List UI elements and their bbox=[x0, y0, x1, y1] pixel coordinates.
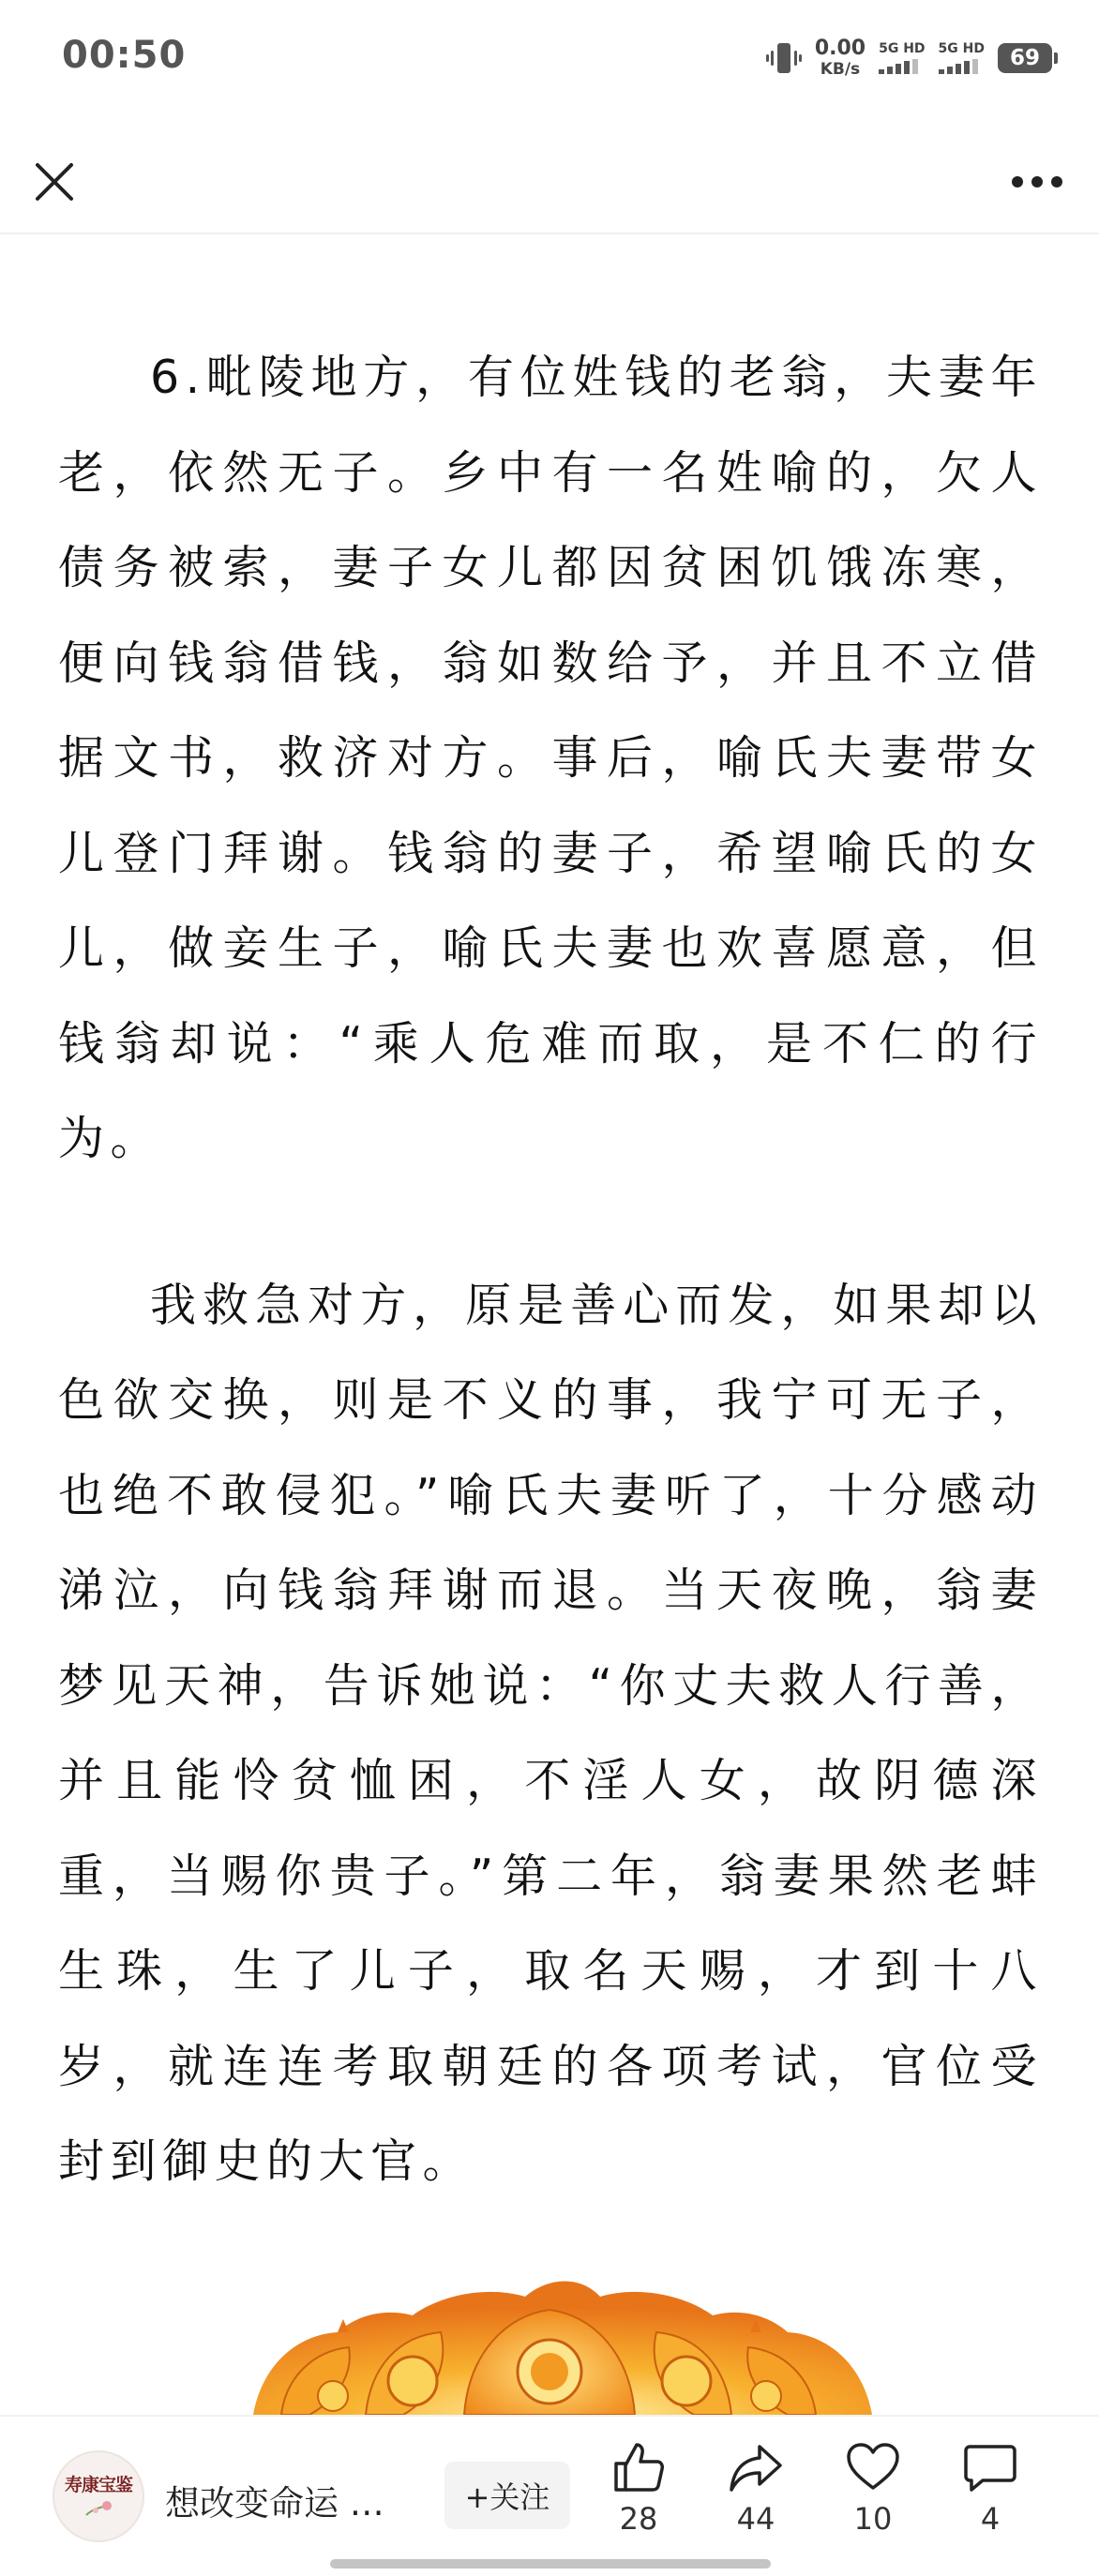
signal-2-label: 5G HD bbox=[938, 41, 985, 56]
signal-1 bbox=[879, 42, 925, 74]
signal-icon bbox=[879, 59, 918, 74]
home-indicator[interactable] bbox=[330, 2559, 771, 2569]
lotus-mandala-icon bbox=[0, 2278, 1099, 2415]
network-speed-value: 0.00 bbox=[814, 37, 866, 60]
avatar[interactable] bbox=[53, 2450, 144, 2542]
heart-icon bbox=[845, 2439, 901, 2495]
more-button[interactable] bbox=[996, 148, 1078, 216]
comment-icon bbox=[962, 2439, 1018, 2495]
signal-icon bbox=[939, 59, 978, 74]
comment-button[interactable] bbox=[943, 2439, 1037, 2537]
favorite-count: 10 bbox=[853, 2501, 893, 2537]
decorative-lotus-image bbox=[0, 2278, 1099, 2415]
share-count: 44 bbox=[736, 2501, 775, 2537]
account-name[interactable]: 想改变命运 … bbox=[165, 2483, 384, 2524]
status-bar bbox=[0, 0, 1099, 112]
bottom-action-bar bbox=[0, 2415, 1099, 2576]
nav-bar bbox=[0, 122, 1099, 234]
more-dots-icon bbox=[1011, 175, 1063, 188]
article-paragraph-1: 6.毗陵地方，有位姓钱的老翁，夫妻年老，依然无子。乡中有一名姓喻的，欠人债务被索，妻子女儿都因贫困饥饿冻寒，便向钱翁借钱，翁如数给予，并且不立借据文书，救济对方。事后，喻氏夫妻带女儿登门拜谢。钱翁的妻子，希望喻氏的女儿，做妾生子，喻氏夫妻也欢喜愿意，但钱翁却说：“乘人危难而取，是不仁的行为。 bbox=[58, 351, 1043, 1165]
avatar-text: 寿康宝鉴 bbox=[64, 2474, 132, 2495]
network-speed bbox=[815, 38, 866, 78]
close-icon bbox=[32, 159, 77, 204]
battery-icon bbox=[998, 43, 1052, 73]
favorite-button[interactable] bbox=[826, 2439, 920, 2537]
follow-button[interactable]: +关注 bbox=[444, 2462, 570, 2529]
network-speed-unit: KB/s bbox=[820, 60, 861, 79]
thumbs-up-icon bbox=[610, 2439, 667, 2495]
share-icon bbox=[728, 2439, 784, 2495]
comment-count: 4 bbox=[980, 2501, 1001, 2537]
article-paragraph-2: 我救急对方，原是善心而发，如果却以色欲交换，则是不义的事，我宁可无子，也绝不敢侵犯。”喻氏夫妻听了，十分感动涕泣，向钱翁拜谢而退。当天夜晚，翁妻梦见天神，告诉她说：“你丈夫救人行善，并且能怜贫恤困，不淫人女，故阴德深重，当赐你贵子。”第二年，翁妻果然老蚌生珠，生了儿子，取名天赐，才到十八岁，就连连考取朝廷的各项考试，官位受封到御史的大官。 bbox=[58, 1278, 1043, 2188]
vibrate-icon bbox=[766, 39, 802, 77]
battery-level: 69 bbox=[1009, 46, 1040, 70]
status-time: 00:50 bbox=[62, 34, 187, 77]
status-indicators bbox=[766, 32, 1052, 84]
like-button[interactable] bbox=[592, 2439, 685, 2537]
close-button[interactable] bbox=[21, 148, 88, 216]
flower-icon bbox=[83, 2500, 114, 2517]
like-count: 28 bbox=[619, 2501, 658, 2537]
signal-1-label: 5G HD bbox=[879, 41, 926, 56]
article-body bbox=[58, 330, 1043, 2209]
share-button[interactable] bbox=[709, 2439, 803, 2537]
signal-2 bbox=[939, 42, 985, 74]
